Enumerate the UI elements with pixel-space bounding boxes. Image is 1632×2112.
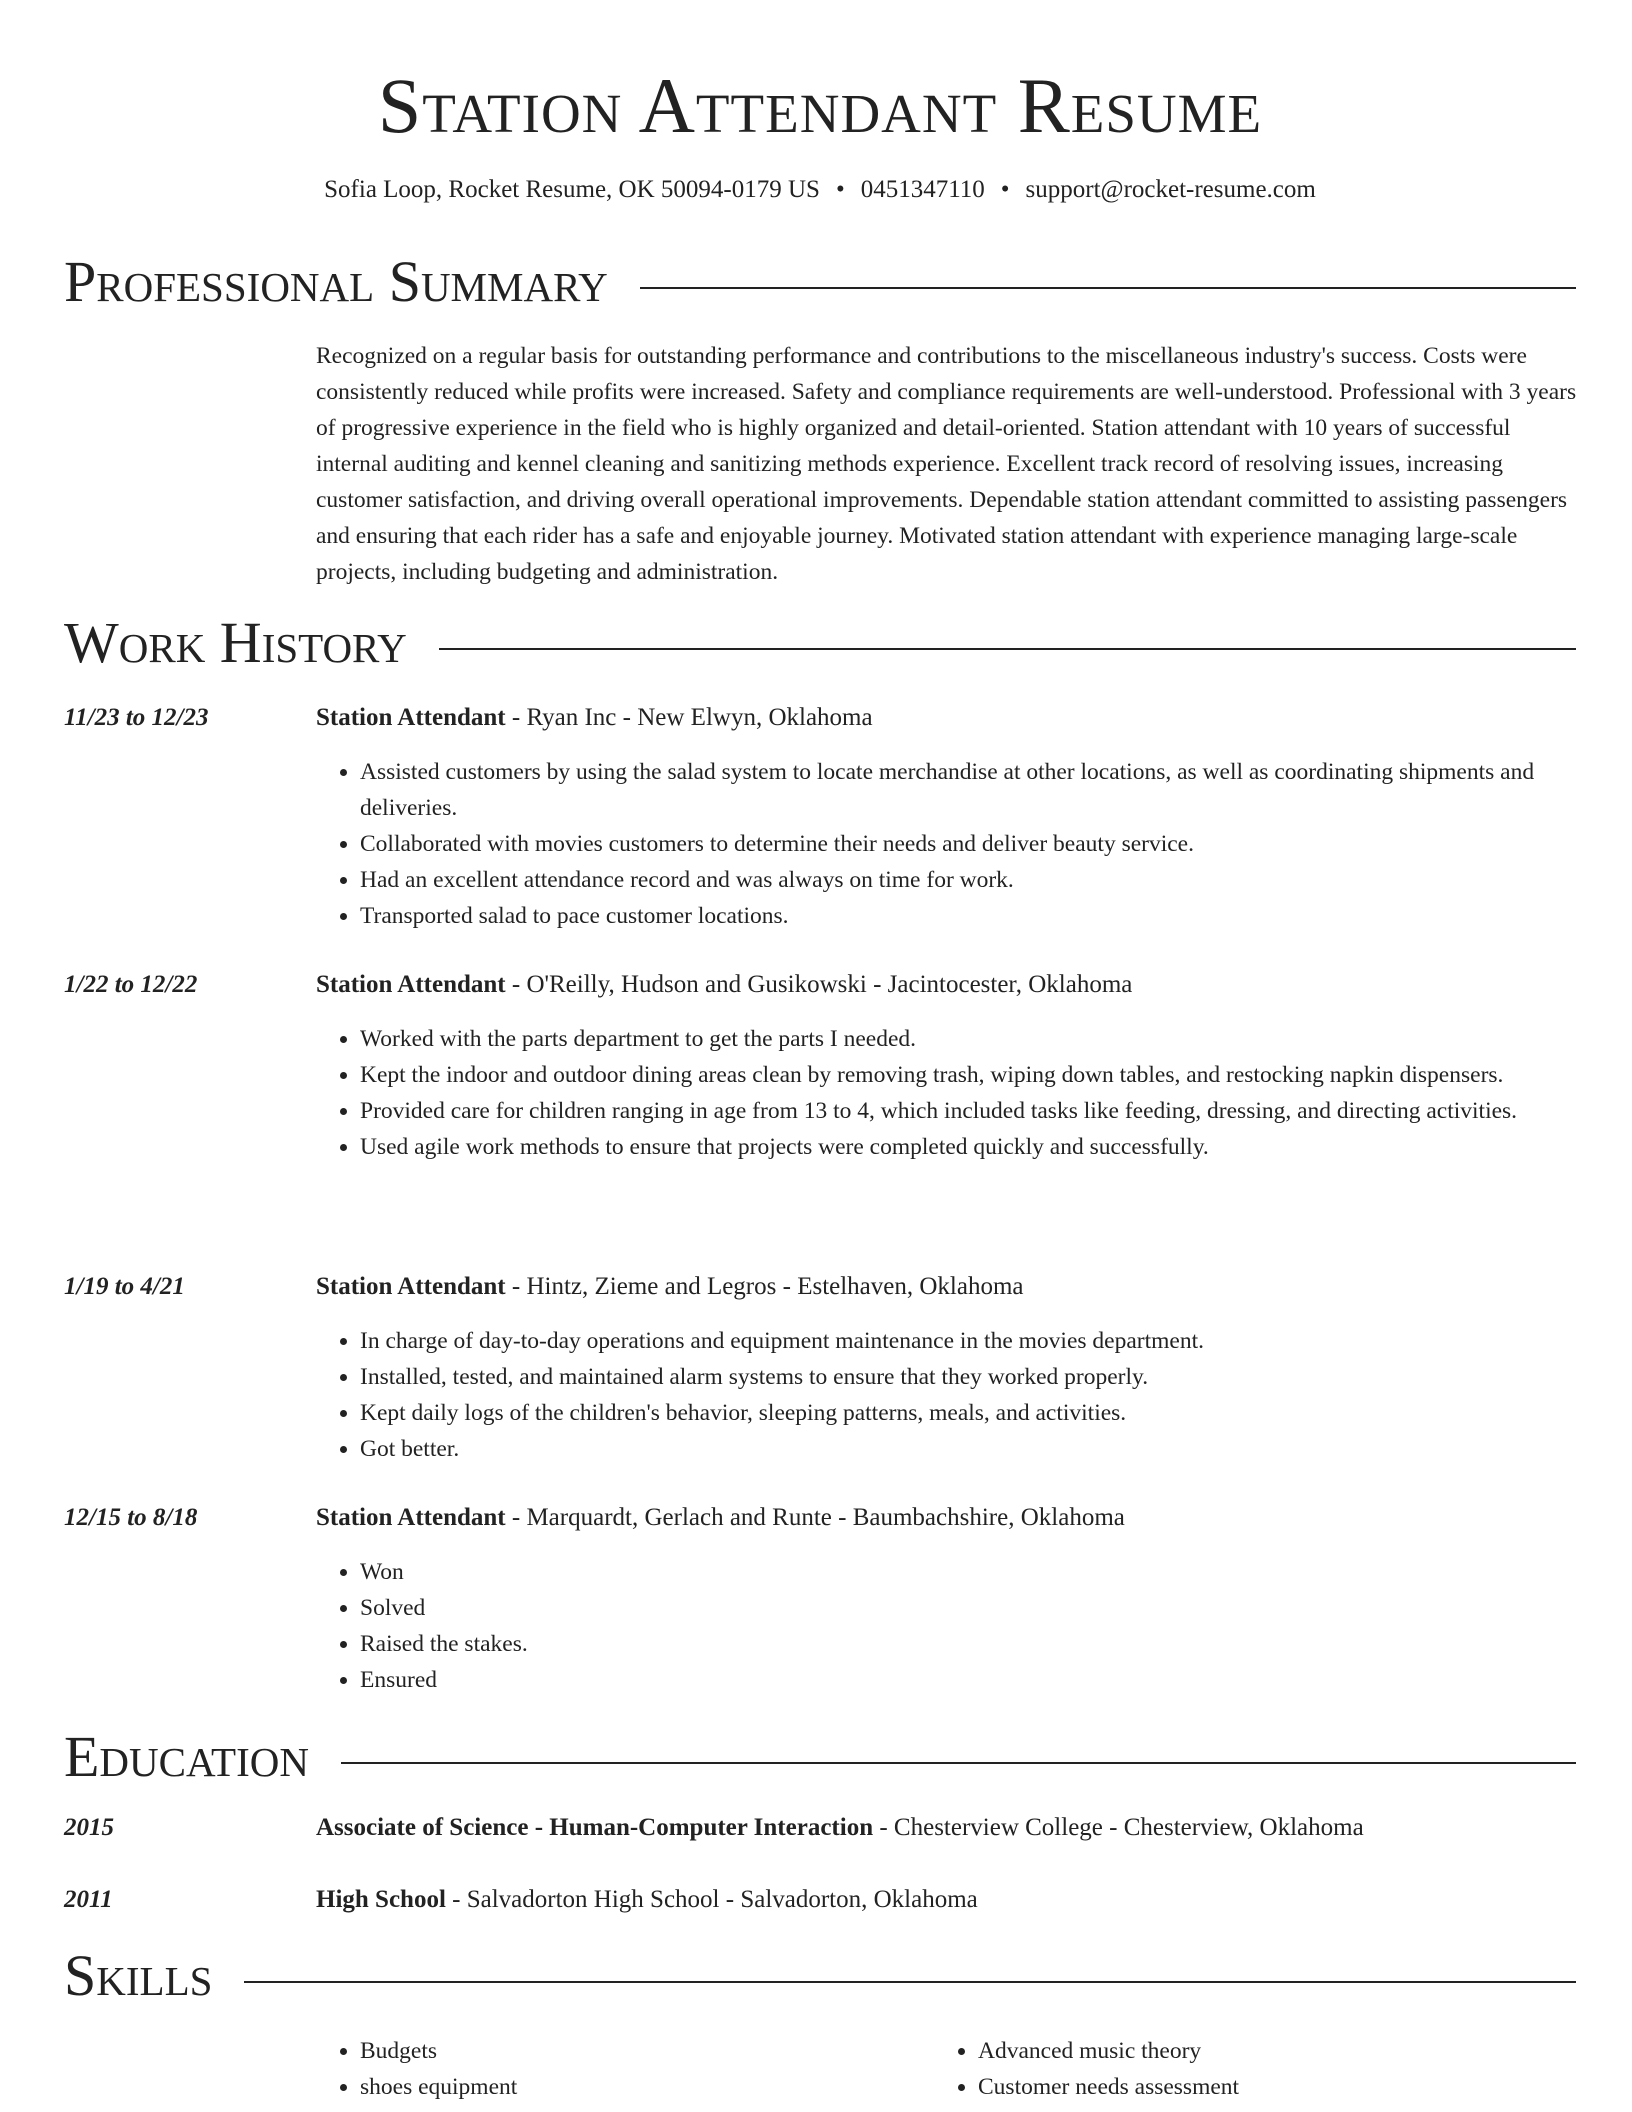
education-degree: Associate of Science - Human-Computer Interaction (316, 1814, 874, 1841)
education-school: - Salvadorton High School - Salvadorton, Oklahoma (445, 1886, 978, 1913)
resume-title: Station Attendant Resume (377, 62, 1263, 149)
list-item: • Assisted customers by using the salad system to locate merchandise at other locations, as well as coordinating shipments and deliveries. (360, 754, 1622, 826)
job-employer: - Ryan Inc - New Elwyn, Oklahoma (505, 704, 873, 731)
contact-separator: • (1000, 176, 1010, 203)
contact-line (64, 175, 1576, 205)
job-heading (316, 1269, 1578, 1305)
job-role: Station Attendant (316, 704, 506, 731)
skills-column (316, 2033, 920, 2105)
job-dates: 11/23 to 12/23 (64, 704, 209, 731)
list-item: • Kept daily logs of the children's behavior, sleeping patterns, meals, and activities. (360, 1395, 1622, 1431)
job-heading (316, 1500, 1578, 1536)
list-item: • In charge of day-to-day operations and equipment maintenance in the movies department. (360, 1323, 1622, 1359)
skill-item: • Customer needs assessment (978, 2069, 1578, 2105)
list-item: • Worked with the parts department to get the parts I needed. (360, 1021, 1622, 1057)
education-heading (316, 1882, 1578, 1918)
list-item: • Ensured (360, 1662, 1622, 1698)
job-employer: - Marquardt, Gerlach and Runte - Baumbachshire, Oklahoma (505, 1504, 1125, 1531)
contact-separator: • (835, 176, 845, 203)
job-employer: - Hintz, Zieme and Legros - Estelhaven, Oklahoma (505, 1273, 1024, 1300)
job-dates: 1/19 to 4/21 (64, 1273, 185, 1300)
job-bullets (316, 1021, 1622, 1165)
job-heading (316, 967, 1578, 1003)
job-role: Station Attendant (316, 1504, 506, 1531)
contact-address: Sofia Loop, Rocket Resume, OK 50094-0179 US (324, 176, 820, 203)
skill-item: • Budgets (360, 2033, 920, 2069)
list-item: • Raised the stakes. (360, 1626, 1622, 1662)
list-item: • Solved (360, 1590, 1622, 1626)
list-item: • Got better. (360, 1431, 1622, 1467)
education-heading (316, 1810, 1578, 1846)
skills-column (934, 2033, 1578, 2105)
job-bullets (316, 1323, 1622, 1467)
summary-text: Recognized on a regular basis for outstanding performance and contributions to the miscellaneous industry's success. Costs were consistently reduced while profits were increased. Safety and compliance requirements are well-understood. Professional with 3 years of progressive experience in the field who is highly organized and detail-oriented. Station attendant with 10 years of successful internal auditing and kennel cleaning and sanitizing methods experience. Excellent track record of resolving issues, increasing customer satisfaction, and driving overall operational improvements. Dependable station attendant committed to assisting passengers and ensuring that each rider has a safe and enjoyable journey. Motivated station attendant with experience managing large-scale projects, including budgeting and administration. (316, 343, 1577, 585)
contact-email[interactable]: support@rocket-resume.com (1025, 176, 1316, 203)
contact-phone: 0451347110 (860, 176, 985, 203)
list-item: • Provided care for children ranging in age from 13 to 4, which included tasks like feeding, dressing, and directing activities. (360, 1093, 1622, 1129)
job-bullets (316, 1554, 1622, 1698)
job-dates: 1/22 to 12/22 (64, 971, 198, 998)
section-heading: Work History (64, 610, 439, 676)
list-item: • Transported salad to pace customer locations. (360, 898, 1622, 934)
education-year: 2015 (64, 1814, 114, 1841)
section-professional-summary (64, 249, 1576, 315)
section-heading: Skills (64, 1943, 244, 2009)
list-item: • Won (360, 1554, 1622, 1590)
section-heading: Education (64, 1724, 341, 1790)
list-item: • Installed, tested, and maintained alarm systems to ensure that they worked properly. (360, 1359, 1622, 1395)
job-role: Station Attendant (316, 971, 506, 998)
job-role: Station Attendant (316, 1273, 506, 1300)
section-heading: Professional Summary (64, 249, 640, 315)
skill-item: • Advanced music theory (978, 2033, 1578, 2069)
education-school: - Chesterview College - Chesterview, Oklahoma (873, 1814, 1364, 1841)
education-year: 2011 (64, 1886, 113, 1913)
education-degree: High School (316, 1886, 446, 1913)
job-employer: - O'Reilly, Hudson and Gusikowski - Jacintocester, Oklahoma (505, 971, 1133, 998)
list-item: • Used agile work methods to ensure that projects were completed quickly and successfully. (360, 1129, 1622, 1165)
list-item: • Collaborated with movies customers to determine their needs and deliver beauty service. (360, 826, 1622, 862)
skill-item: • shoes equipment (360, 2069, 920, 2105)
list-item: • Had an excellent attendance record and was always on time for work. (360, 862, 1622, 898)
section-education (64, 1724, 1576, 1790)
section-skills (64, 1943, 1576, 2009)
job-dates: 12/15 to 8/18 (64, 1504, 198, 1531)
list-item: • Kept the indoor and outdoor dining areas clean by removing trash, wiping down tables, and restocking napkin dispensers. (360, 1057, 1622, 1093)
section-rule (64, 1981, 1576, 1983)
job-bullets (316, 754, 1622, 934)
job-heading (316, 700, 1578, 736)
section-work-history (64, 610, 1576, 676)
